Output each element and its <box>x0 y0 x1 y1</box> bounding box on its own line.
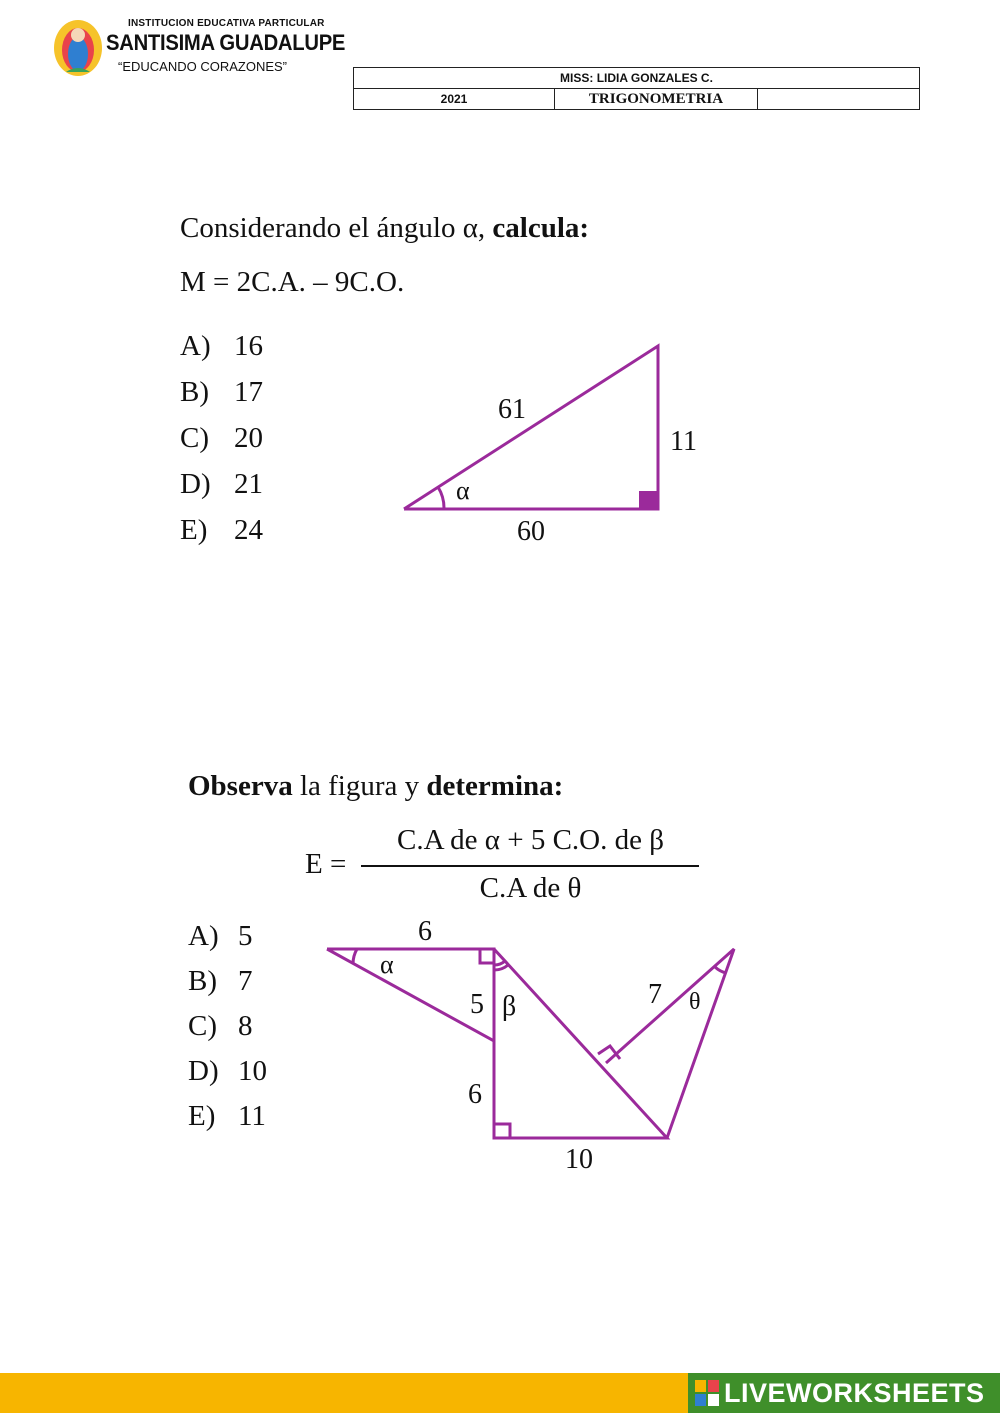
option-letter: C) <box>180 422 209 454</box>
problem2-option-c[interactable] <box>188 1010 267 1055</box>
adjacent-side-label: 60 <box>517 516 545 547</box>
option-value: 10 <box>238 1055 267 1087</box>
upper-vertical-label: 5 <box>470 989 484 1020</box>
theta-angle-label: θ <box>689 989 701 1015</box>
problem2-instruction-mid: la figura y <box>292 770 427 802</box>
fraction-bar <box>361 865 699 867</box>
problem1-option-c[interactable] <box>180 422 263 468</box>
teacher-name: MISS: LIDIA GONZALES C. <box>354 68 920 89</box>
option-value: 7 <box>238 965 253 997</box>
problem1-instruction-bold: calcula: <box>492 212 590 244</box>
header-empty-cell <box>758 89 920 110</box>
option-letter: B) <box>180 376 209 408</box>
option-value: 5 <box>238 920 253 952</box>
school-logo <box>52 18 104 78</box>
option-value: 16 <box>234 330 263 362</box>
beta-angle-label: β <box>502 991 517 1022</box>
alpha1-angle-arc <box>438 487 444 509</box>
top-side-label: 6 <box>418 916 432 947</box>
problem1-option-b[interactable] <box>180 376 263 422</box>
school-name: SANTISIMA GUADALUPE <box>106 30 346 55</box>
option-value: 21 <box>234 468 263 500</box>
right-angle-marker <box>639 491 657 509</box>
problem2-option-a[interactable] <box>188 920 267 965</box>
problem1-instruction-prefix: Considerando el ángulo α, <box>180 212 493 244</box>
lower-vertical-label: 6 <box>468 1079 482 1110</box>
option-letter: B) <box>188 965 217 997</box>
option-letter: C) <box>188 1010 217 1042</box>
formula-denominator: C.A de θ <box>479 872 582 904</box>
triangle1-outline <box>404 346 658 509</box>
option-letter: A) <box>180 330 211 362</box>
problem1-option-d[interactable] <box>180 468 263 514</box>
problem2-formula <box>305 824 705 908</box>
option-value: 11 <box>238 1100 266 1132</box>
problem2-instruction-bold2: determina: <box>426 770 564 802</box>
alpha2-angle-arc <box>353 949 357 964</box>
institution-type: INSTITUCION EDUCATIVA PARTICULAR <box>128 18 325 29</box>
header-info-table <box>353 67 920 110</box>
option-letter: D) <box>188 1055 219 1087</box>
theta-angle-arc <box>715 967 726 973</box>
liveworksheets-logo-icon <box>695 1380 719 1406</box>
liveworksheets-brand-text[interactable]: LIVEWORKSHEETS <box>724 1378 985 1408</box>
lower-right-angle-marker <box>494 1124 510 1138</box>
problem2-composite-figure <box>310 915 750 1180</box>
problem2-instruction-bold1: Observa <box>188 770 293 802</box>
problem1-options <box>180 330 263 560</box>
option-value: 8 <box>238 1010 253 1042</box>
option-value: 24 <box>234 514 263 546</box>
problem1-option-e[interactable] <box>180 514 263 560</box>
perpendicular-marker <box>598 1046 620 1059</box>
school-year: 2021 <box>354 89 555 110</box>
problem1-instruction <box>180 212 589 245</box>
option-letter: A) <box>188 920 219 952</box>
option-value: 20 <box>234 422 263 454</box>
right-triangle-theta <box>606 949 734 1138</box>
alpha2-angle-label: α <box>380 950 394 979</box>
problem2-option-e[interactable] <box>188 1100 267 1145</box>
slant-side-label: 7 <box>648 979 662 1010</box>
problem1-formula: M = 2C.A. – 9C.O. <box>180 266 405 298</box>
formula-lhs: E = <box>305 848 347 880</box>
problem2-instruction <box>188 770 563 803</box>
opposite-side-label: 11 <box>670 426 697 457</box>
option-value: 17 <box>234 376 263 408</box>
school-motto: “EDUCANDO CORAZONES” <box>118 59 288 74</box>
subject-name: TRIGONOMETRIA <box>555 89 758 110</box>
alpha-angle-label: α <box>456 476 470 505</box>
formula-numerator: C.A de α + 5 C.O. de β <box>396 824 665 856</box>
problem2-option-d[interactable] <box>188 1055 267 1100</box>
option-letter: E) <box>188 1100 216 1132</box>
problem1-triangle-figure <box>380 330 740 560</box>
problem1-option-a[interactable] <box>180 330 263 376</box>
option-letter: D) <box>180 468 211 500</box>
problem2-options <box>188 920 267 1145</box>
beta-angle-arc <box>494 961 505 965</box>
problem2-option-b[interactable] <box>188 965 267 1010</box>
option-letter: E) <box>180 514 208 546</box>
bottom-side-label: 10 <box>565 1144 593 1175</box>
upper-right-angle-marker <box>480 949 494 963</box>
hypotenuse-label: 61 <box>498 394 526 425</box>
lower-triangle <box>494 949 667 1138</box>
